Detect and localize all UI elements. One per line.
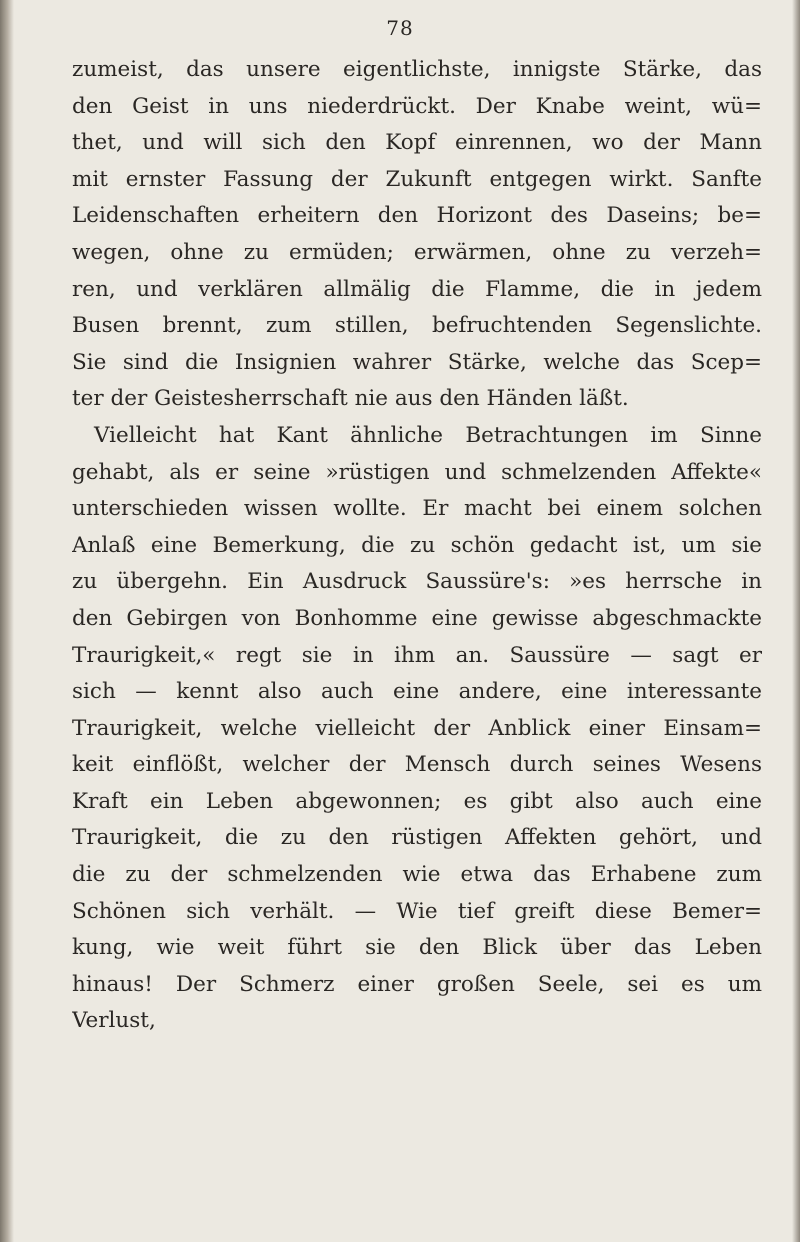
text-line: gehabt, als er seine »rüstigen und schmelzenden Affekte« bbox=[72, 459, 762, 485]
text-line: die zu der schmelzenden wie etwa das Erhabene zum bbox=[72, 862, 762, 888]
page-edge-shadow bbox=[792, 0, 800, 1242]
text-line: Traurigkeit, die zu den rüstigen Affekten gehört, und bbox=[72, 825, 762, 851]
text-line: wegen, ohne zu ermüden; erwärmen, ohne zu verzeh= bbox=[72, 239, 762, 265]
text-line: zumeist, das unsere eigentlichste, innigste Stärke, das bbox=[72, 57, 762, 82]
body-text bbox=[72, 52, 762, 1040]
text-line: Traurigkeit, welche vielleicht der Anblick einer Einsam= bbox=[72, 715, 762, 741]
text-line: Kraft ein Leben abgewonnen; es gibt also auch eine bbox=[72, 788, 762, 814]
page-number: 78 bbox=[386, 16, 414, 40]
text-line: Anlaß eine Bemerkung, die zu schön gedacht ist, um sie bbox=[72, 532, 762, 558]
text-line: den Gebirgen von Bonhomme eine gewisse abgeschmackte bbox=[72, 605, 762, 631]
text-line: Schönen sich verhält. — Wie tief greift diese Bemer= bbox=[72, 898, 762, 924]
book-spine-shadow bbox=[0, 0, 14, 1242]
text-line: den Geist in uns niederdrückt. Der Knabe weint, wü= bbox=[72, 93, 762, 119]
text-line: thet, und will sich den Kopf einrennen, wo der Mann bbox=[72, 130, 762, 156]
text-line: mit ernster Fassung der Zukunft entgegen wirkt. Sanfte bbox=[72, 166, 762, 192]
text-line: Vielleicht hat Kant ähnliche Betrachtungen im Sinne bbox=[94, 422, 762, 448]
text-line: Busen brennt, zum stillen, befruchtenden Segenslichte. bbox=[72, 313, 762, 339]
text-line: hinaus! Der Schmerz einer großen Seele, sei es um bbox=[72, 971, 762, 997]
text-line: Sie sind die Insignien wahrer Stärke, welche das Scep= bbox=[72, 349, 762, 375]
text-line: zu übergehn. Ein Ausdruck Saussüre's: »es herrsche in bbox=[72, 569, 762, 595]
text-line: ren, und verklären allmälig die Flamme, die in jedem bbox=[72, 276, 762, 302]
text-line: Verlust, bbox=[72, 1008, 156, 1034]
text-line: ter der Geistesherrschaft nie aus den Händen läßt. bbox=[72, 386, 629, 412]
text-line: unterschieden wissen wollte. Er macht bei einem solchen bbox=[72, 496, 762, 522]
text-line: Traurigkeit,« regt sie in ihm an. Saussüre — sagt er bbox=[72, 642, 762, 668]
text-line: kung, wie weit führt sie den Blick über das Leben bbox=[72, 935, 762, 961]
text-line: sich — kennt also auch eine andere, eine interessante bbox=[72, 679, 762, 705]
text-line: Leidenschaften erheitern den Horizont des Daseins; be= bbox=[72, 203, 762, 229]
text-line: keit einflößt, welcher der Mensch durch seines Wesens bbox=[72, 752, 762, 778]
